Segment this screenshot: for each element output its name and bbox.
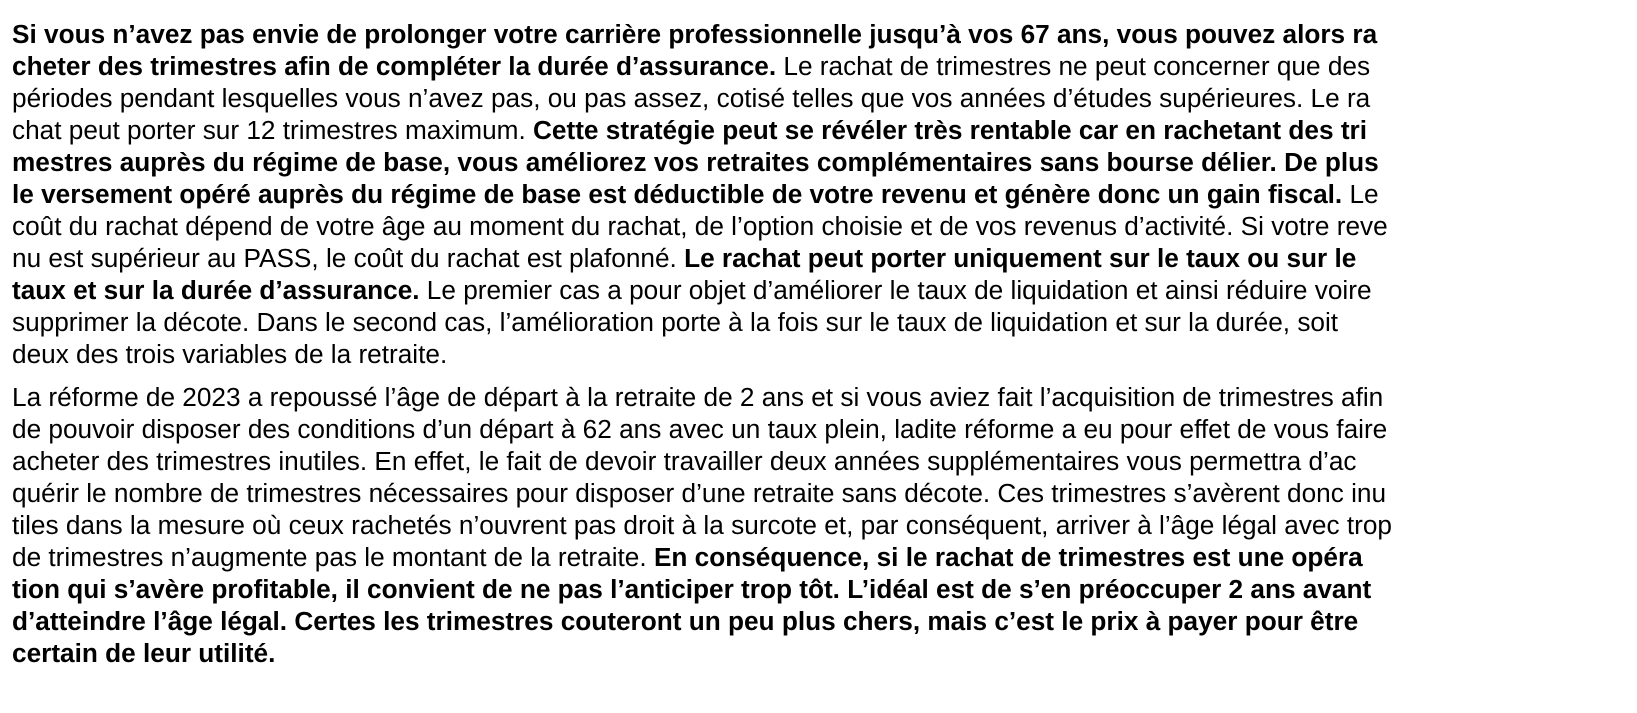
text-run: quérir le nombre de trimestres nécessaires pour disposer d’une retraite sans décote. Ces trimestres s’avèrent donc inu	[12, 478, 1387, 508]
text-line	[12, 477, 1637, 509]
text-line	[12, 146, 1637, 178]
text-run: tiles dans la mesure où ceux rachetés n’ouvrent pas droit à la surcote et, par conséquent, arriver à l’âge légal avec trop	[12, 510, 1392, 540]
text-line	[12, 18, 1637, 50]
text-run: le versement opéré auprès du régime de base est déductible de votre revenu et génère donc un gain fiscal.	[12, 179, 1343, 209]
text-run: taux et sur la durée d’assurance.	[12, 275, 420, 305]
text-run: Si vous n’avez pas envie de prolonger votre carrière professionnelle jusqu’à vos 67 ans, vous pouvez alors ra	[12, 19, 1378, 49]
text-line	[12, 413, 1637, 445]
text-run: chat peut porter sur 12 trimestres maximum.	[12, 115, 534, 145]
text-run: En conséquence, si le rachat de trimestres est une opéra	[653, 542, 1363, 572]
text-run: La réforme de 2023 a repoussé l’âge de départ à la retraite de 2 ans et si vous aviez fait l’acquisition de trimestres afin	[12, 382, 1384, 412]
text-line	[12, 274, 1637, 306]
text-line	[12, 306, 1637, 338]
text-run: coût du rachat dépend de votre âge au moment du rachat, de l’option choisie et de vos revenus d’activité. Si votre reve	[12, 211, 1388, 241]
text-run: de pouvoir disposer des conditions d’un départ à 62 ans avec un taux plein, ladite réforme a eu pour effet de vous faire	[12, 414, 1388, 444]
text-run: acheter des trimestres inutiles. En effet, le fait de devoir travailler deux années supplémentaires vous permettra d’ac	[12, 446, 1357, 476]
text-run: cheter des trimestres afin de compléter la durée d’assurance.	[12, 51, 777, 81]
text-run: Le rachat peut porter uniquement sur le taux ou sur le	[684, 243, 1357, 273]
text-run: Cette stratégie peut se révéler très rentable car en rachetant des tri	[533, 115, 1368, 145]
text-run: Le rachat de trimestres ne peut concerner que des	[776, 51, 1371, 81]
text-line	[12, 541, 1637, 573]
text-line	[12, 114, 1637, 146]
document-page	[12, 18, 1637, 669]
text-run: deux des trois variables de la retraite.	[12, 339, 448, 369]
text-run: de trimestres n’augmente pas le montant de la retraite.	[12, 542, 654, 572]
text-run: certain de leur utilité.	[12, 638, 276, 668]
text-line	[12, 210, 1637, 242]
text-line	[12, 242, 1637, 274]
text-line	[12, 178, 1637, 210]
text-line	[12, 509, 1637, 541]
text-line	[12, 573, 1637, 605]
text-run: périodes pendant lesquelles vous n’avez pas, ou pas assez, cotisé telles que vos années d’études supérieures. Le ra	[12, 83, 1371, 113]
text-run: tion qui s’avère profitable, il convient de ne pas l’anticiper trop tôt. L’idéal est de s’en préoccuper 2 ans avant	[12, 574, 1372, 604]
text-line	[12, 445, 1637, 477]
text-run: supprimer la décote. Dans le second cas, l’amélioration porte à la fois sur le taux de liquidation et sur la durée, soit	[12, 307, 1339, 337]
text-line	[12, 338, 1637, 370]
text-run: mestres auprès du régime de base, vous améliorez vos retraites complémentaires sans bourse délier. De plus	[12, 147, 1379, 177]
paragraph-reforme-2023	[12, 381, 1637, 669]
text-line	[12, 637, 1637, 669]
text-run: Le premier cas a pour objet d’améliorer le taux de liquidation et ainsi réduire voire	[419, 275, 1372, 305]
text-run: Le	[1342, 179, 1379, 209]
text-run: nu est supérieur au PASS, le coût du rachat est plafonné.	[12, 243, 685, 273]
text-line	[12, 605, 1637, 637]
text-line	[12, 381, 1637, 413]
text-run: d’atteindre l’âge légal. Certes les trimestres couteront un peu plus chers, mais c’est le prix à payer pour être	[12, 606, 1359, 636]
paragraph-rachat-trimestres	[12, 18, 1637, 370]
text-line	[12, 50, 1637, 82]
text-line	[12, 82, 1637, 114]
